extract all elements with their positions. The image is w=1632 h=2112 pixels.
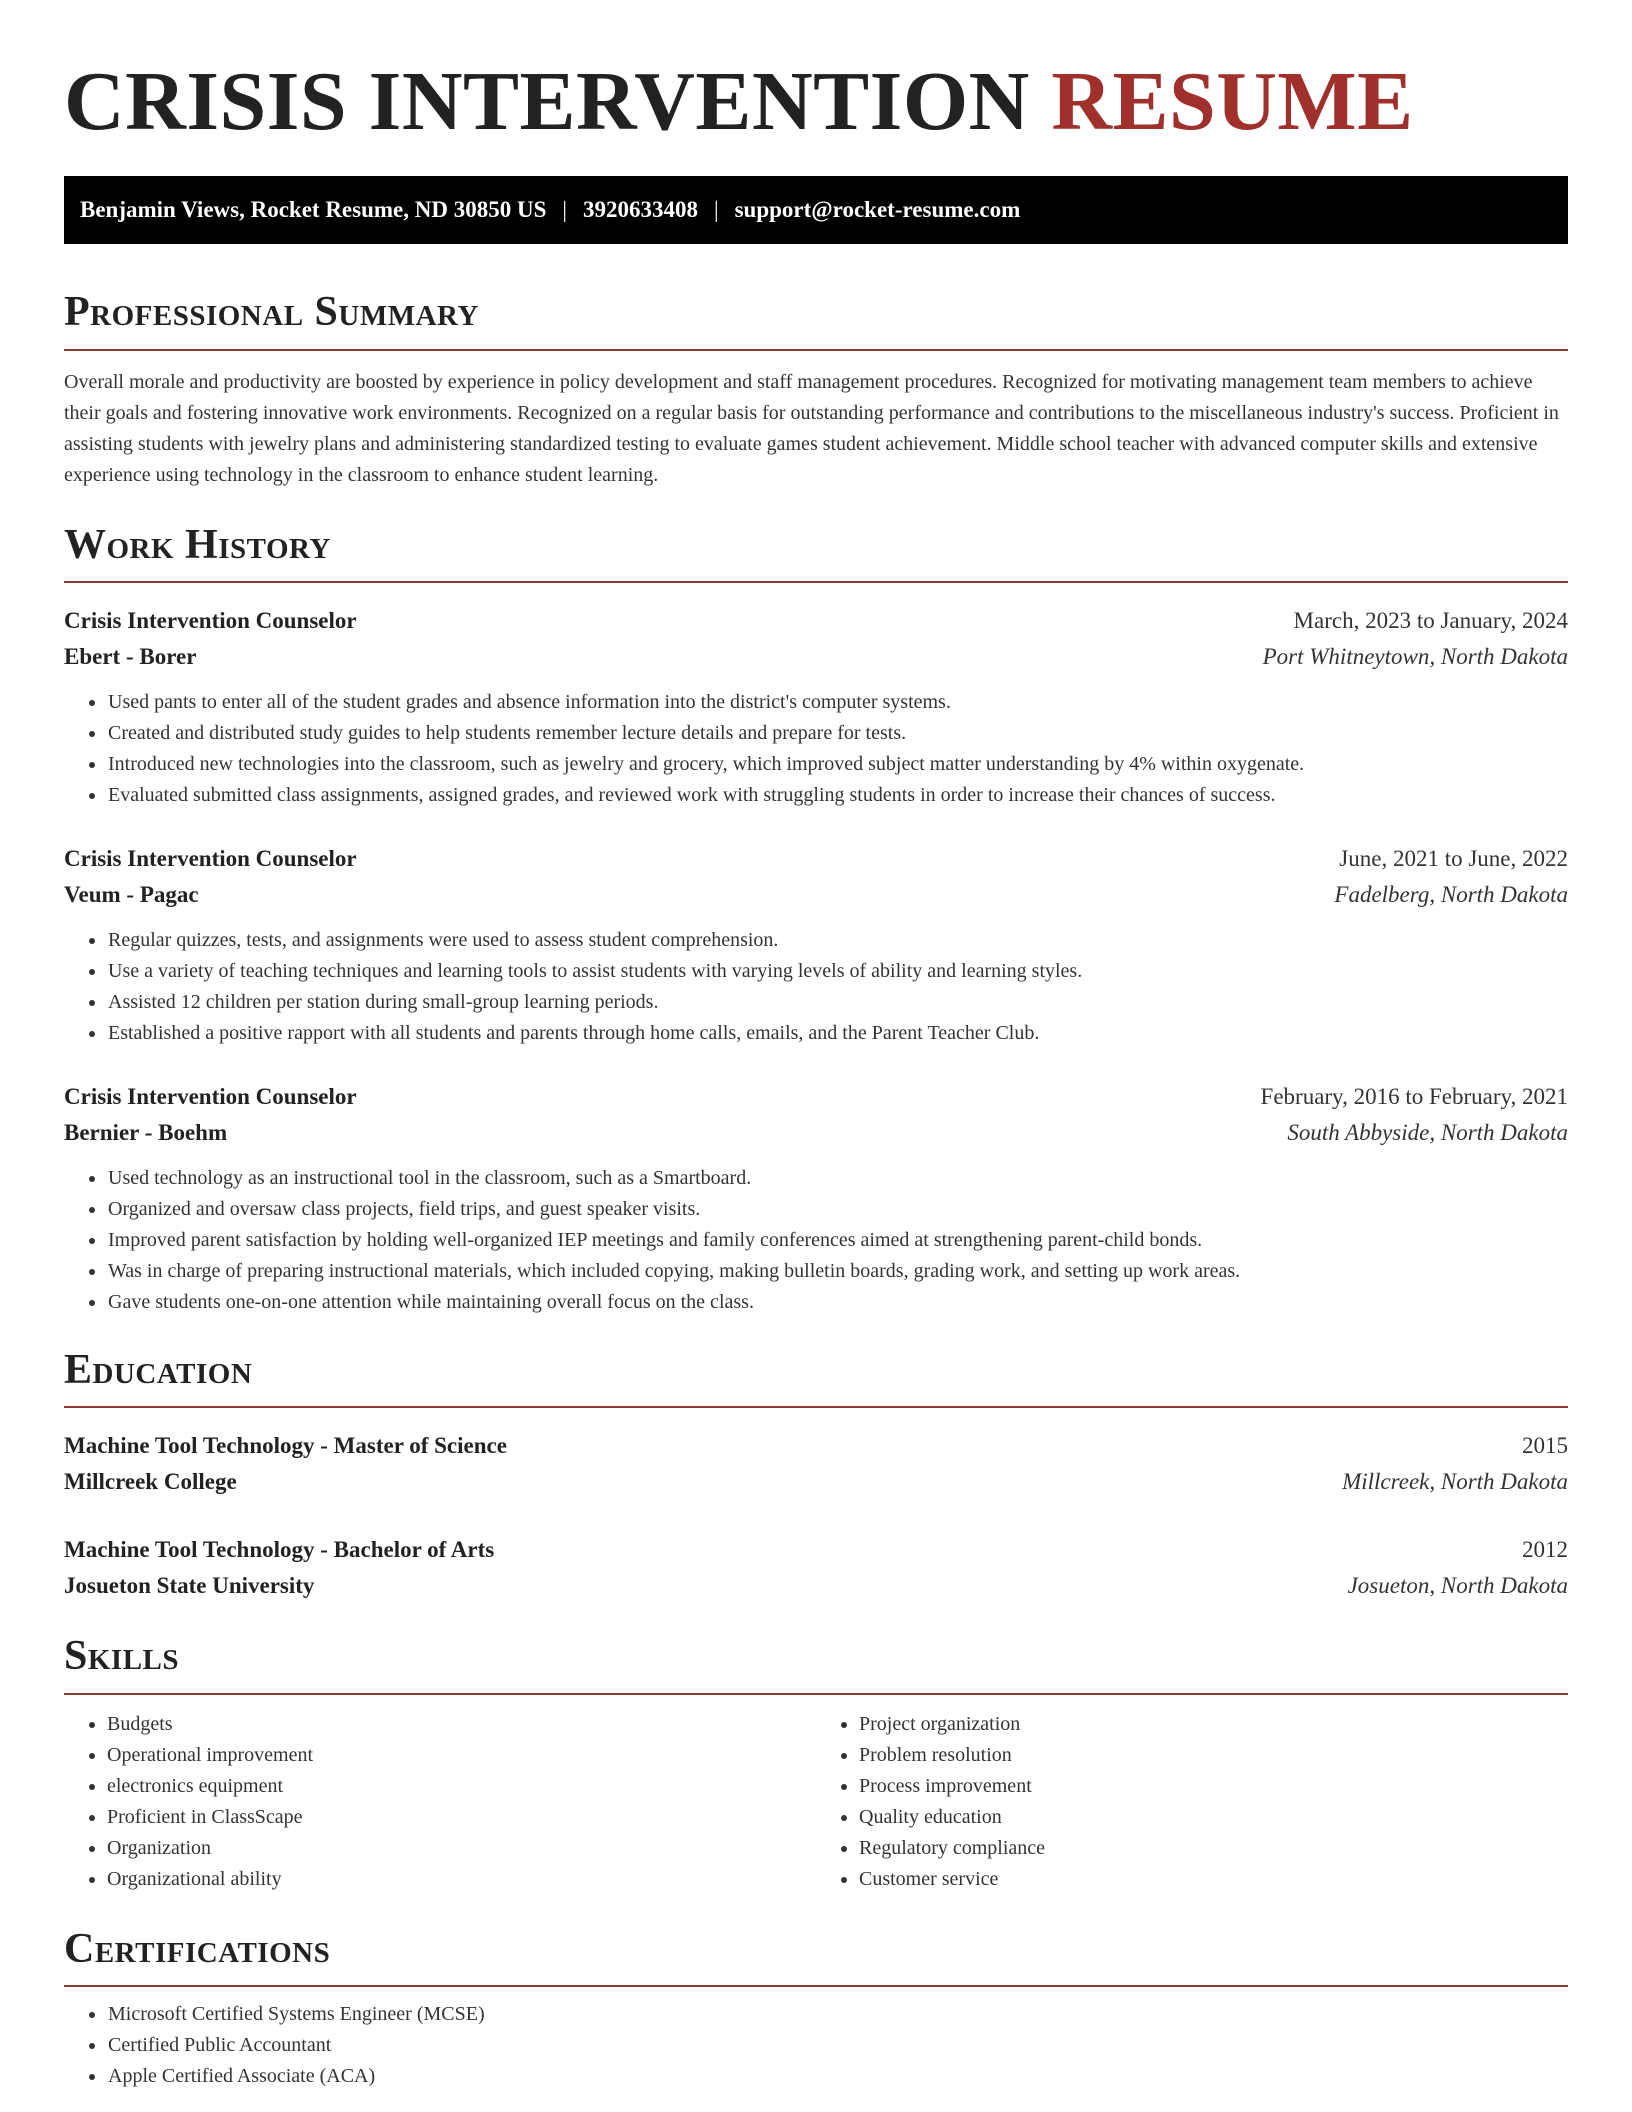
education-school: Millcreek College [64, 1469, 237, 1495]
job-duty: • Evaluated submitted class assignments, assigned grades, and reviewed work with struggling students in order to increase their chances of success. [107, 780, 1568, 811]
education-degree: Machine Tool Technology - Master of Science [64, 1433, 507, 1459]
certification-item: • Apple Certified Associate (ACA) [107, 2061, 1568, 2092]
job-duties [64, 925, 1568, 1049]
contact-email: support@rocket-resume.com [734, 197, 1021, 223]
certifications-heading: Certifications [64, 1925, 331, 1972]
skill-item: • Quality education [859, 1802, 1568, 1833]
section-divider [64, 581, 1568, 583]
resume-title [64, 52, 1568, 148]
job-entry [64, 603, 1568, 811]
skill-item: • Budgets [107, 1709, 816, 1740]
title-main: CRISIS INTERVENTION [64, 55, 1052, 148]
title-accent: RESUME [1051, 55, 1414, 148]
contact-bar [64, 176, 1568, 244]
job-company: Veum - Pagac [64, 881, 199, 907]
summary-section [64, 288, 1568, 490]
education-entry [64, 1532, 1568, 1604]
section-divider [64, 1406, 1568, 1408]
skills-column-right [816, 1709, 1568, 1895]
education-degree: Machine Tool Technology - Bachelor of Arts [64, 1537, 495, 1563]
job-location: Port Whitneytown, North Dakota [1262, 643, 1568, 669]
certification-item: • Certified Public Accountant [107, 2030, 1568, 2061]
job-duties [64, 687, 1568, 811]
job-duty: • Organized and oversaw class projects, field trips, and guest speaker visits. [107, 1194, 1568, 1225]
skills-grid [64, 1709, 1568, 1895]
job-location: South Abbyside, North Dakota [1287, 1119, 1568, 1145]
skill-item: • Regulatory compliance [859, 1833, 1568, 1864]
job-dates: February, 2016 to February, 2021 [1260, 1083, 1568, 1109]
job-duty: • Used technology as an instructional tool in the classroom, such as a Smartboard. [107, 1163, 1568, 1194]
job-dates: June, 2021 to June, 2022 [1339, 845, 1568, 871]
section-divider [64, 1693, 1568, 1695]
section-divider [64, 349, 1568, 351]
skill-item: • Proficient in ClassScape [107, 1802, 816, 1833]
contact-separator: | [713, 197, 719, 223]
skill-item: • Customer service [859, 1864, 1568, 1895]
job-location: Fadelberg, North Dakota [1334, 881, 1568, 907]
job-duties [64, 1163, 1568, 1318]
education-entry [64, 1428, 1568, 1500]
skill-item: • Organization [107, 1833, 816, 1864]
job-entry [64, 841, 1568, 1049]
certifications-list [64, 1999, 1568, 2092]
work-history-section [64, 521, 1568, 1318]
skills-heading: Skills [64, 1633, 180, 1680]
skill-item: • Process improvement [859, 1771, 1568, 1802]
section-divider [64, 1985, 1568, 1987]
education-heading: Education [64, 1346, 253, 1393]
skills-column-left [64, 1709, 816, 1895]
skill-item: • Organizational ability [107, 1864, 816, 1895]
work-history-heading: Work History [64, 521, 331, 568]
job-company: Bernier - Boehm [64, 1119, 228, 1145]
contact-phone: 3920633408 [582, 197, 698, 223]
job-position: Crisis Intervention Counselor [64, 607, 357, 633]
job-company: Ebert - Borer [64, 643, 197, 669]
job-position: Crisis Intervention Counselor [64, 845, 357, 871]
education-location: Millcreek, North Dakota [1342, 1469, 1568, 1495]
job-duty: • Gave students one-on-one attention while maintaining overall focus on the class. [107, 1287, 1568, 1318]
summary-heading: Professional Summary [64, 289, 479, 336]
skill-item: • Project organization [859, 1709, 1568, 1740]
job-duty: • Assisted 12 children per station during small-group learning periods. [107, 987, 1568, 1018]
job-duty: • Was in charge of preparing instructional materials, which included copying, making bulletin boards, grading work, and setting up work areas. [107, 1256, 1568, 1287]
education-section [64, 1346, 1568, 1604]
education-location: Josueton, North Dakota [1347, 1573, 1568, 1599]
contact-separator: | [562, 197, 567, 223]
job-duty: • Introduced new technologies into the classroom, such as jewelry and grocery, which improved subject matter understanding by 4% within oxygenate. [107, 749, 1568, 780]
skill-item: • Operational improvement [107, 1740, 816, 1771]
job-duty: • Created and distributed study guides to help students remember lecture details and prepare for tests. [107, 718, 1568, 749]
skill-item: • electronics equipment [107, 1771, 816, 1802]
job-duty: • Improved parent satisfaction by holding well-organized IEP meetings and family conferences aimed at strengthening parent-child bonds. [107, 1225, 1568, 1256]
skills-section [64, 1632, 1568, 1894]
education-year: 2015 [1522, 1433, 1568, 1459]
job-dates: March, 2023 to January, 2024 [1293, 607, 1568, 633]
education-year: 2012 [1522, 1537, 1568, 1563]
certifications-section [64, 1925, 1568, 2092]
contact-address: Benjamin Views, Rocket Resume, ND 30850 US [80, 197, 547, 223]
job-duty: • Established a positive rapport with all students and parents through home calls, emails, and the Parent Teacher Club. [107, 1018, 1568, 1049]
job-entry [64, 1079, 1568, 1318]
job-duty: • Regular quizzes, tests, and assignments were used to assess student comprehension. [107, 925, 1568, 956]
summary-text: Overall morale and productivity are boosted by experience in policy development and staff management procedures. Recognized for motivating management team members to achieve their goals and fostering innovative work environments. Recognized on a regular basis for outstanding performance and contributions to the miscellaneous industry's success. Proficient in assisting students with jewelry plans and administering standardized testing to evaluate games student achievement. Middle school teacher with advanced computer skills and extensive experience using technology in the classroom to enhance student learning. [64, 370, 1559, 486]
job-duty: • Used pants to enter all of the student grades and absence information into the district's computer systems. [107, 687, 1568, 718]
certification-item: • Microsoft Certified Systems Engineer (MCSE) [107, 1999, 1568, 2030]
job-position: Crisis Intervention Counselor [64, 1083, 357, 1109]
job-duty: • Use a variety of teaching techniques and learning tools to assist students with varying levels of ability and learning styles. [107, 956, 1568, 987]
skill-item: • Problem resolution [859, 1740, 1568, 1771]
education-school: Josueton State University [64, 1573, 315, 1599]
